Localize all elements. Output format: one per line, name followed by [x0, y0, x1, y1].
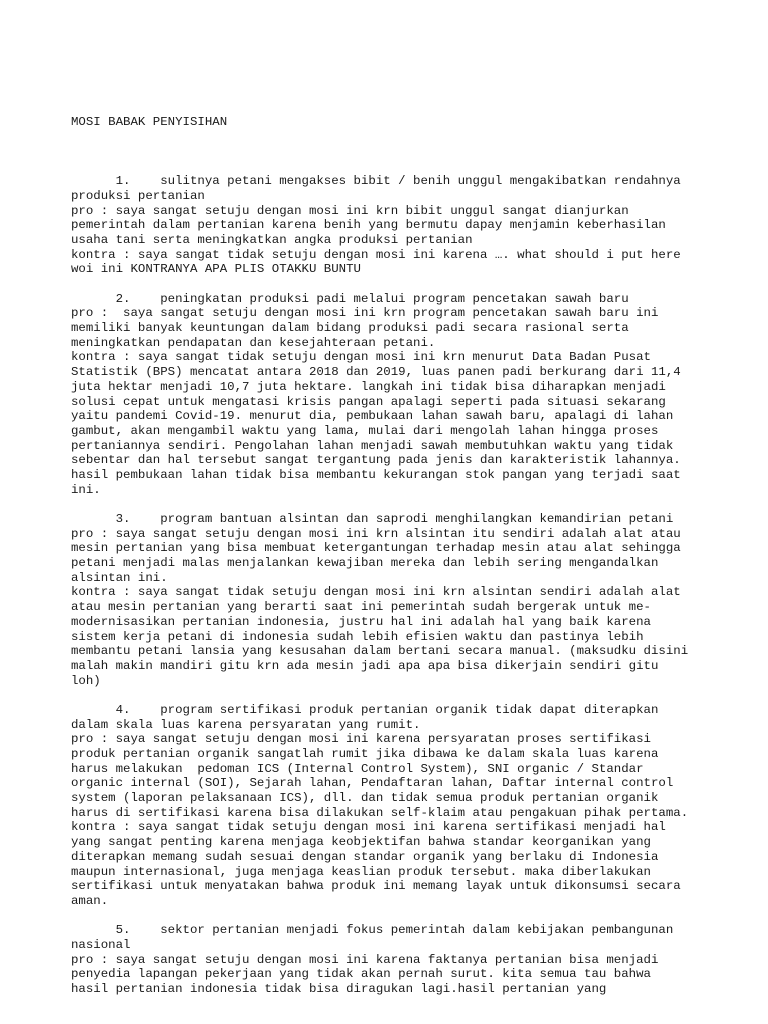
- text-line: 4. program sertifikasi produk pertanian organik tidak dapat diterapkan: [71, 702, 659, 717]
- text-line: membantu petani lansia yang kesusahan dalam bertani secara manual. (maksudku disini: [71, 644, 689, 659]
- text-line: solusi cepat untuk mengatasi krisis pangan apalagi seperti pada situasi sekarang: [71, 394, 666, 409]
- motion-item: [71, 703, 711, 909]
- text-line: produk pertanian organik sangatlah rumit jika dibawa ke dalam skala luas karena: [71, 747, 659, 761]
- text-line: juta hektar menjadi 10,7 juta hektare. langkah ini tidak bisa diharapkan menjadi: [71, 379, 666, 394]
- text-line: 2. peningkatan produksi padi melalui program pencetakan sawah baru: [71, 291, 629, 306]
- text-line: pro : saya sangat setuju dengan mosi ini karena persyaratan proses sertifikasi: [71, 732, 651, 747]
- document-title: MOSI BABAK PENYISIHAN: [71, 115, 228, 130]
- document-body: [71, 86, 711, 1011]
- text-line: pemerintah dalam pertanian karena benih yang bermutu dapay menjamin keberhasilan: [71, 218, 666, 233]
- text-line: gambut, akan mengambil waktu yang lama, mulai dari mengolah lahan hingga proses: [71, 423, 659, 438]
- motion-list: [71, 174, 711, 997]
- section-spacer: [71, 497, 711, 512]
- text-line: atau mesin pertanian yang berarti saat ini pemerintah sudah bergerak untuk me-: [71, 600, 651, 615]
- text-line: petani menjadi malas menjalankan kewajiban mereka dan lebih sering mengandalkan: [71, 556, 659, 571]
- text-line: 1. sulitnya petani mengakses bibit / benih unggul mengakibatkan rendahnya: [71, 174, 681, 189]
- text-line: yang sangat penting karena menjaga keobjektifan bahwa standar keorganikan yang: [71, 835, 651, 850]
- text-line: usaha tani serta meningkatkan angka produksi pertanian: [71, 232, 473, 247]
- text-line: pro : saya sangat setuju dengan mosi ini krn program pencetakan sawah baru ini: [71, 306, 659, 321]
- text-line: nasional: [71, 937, 131, 952]
- text-line: modernisasikan pertanian indonesia, justru hal ini adalah hal yang baik karena: [71, 614, 651, 629]
- text-line: malah makin mandiri gitu krn ada mesin jadi apa apa bisa dikerjain sendiri gitu: [71, 658, 659, 673]
- text-line: ini.: [71, 482, 101, 497]
- text-line: maupun internasional, juga menjaga keaslian produk tersebut. maka diberlakukan: [71, 864, 651, 879]
- text-line: dalam skala luas karena persyaratan yang rumit.: [71, 717, 421, 732]
- motion-item: [71, 174, 711, 277]
- text-line: 3. program bantuan alsintan dan saprodi menghilangkan kemandirian petani: [71, 512, 674, 526]
- text-line: diterapkan memang sudah sesuai dengan standar organik yang berlaku di Indonesia: [71, 849, 659, 864]
- text-line: kontra : saya sangat tidak setuju dengan mosi ini krn menurut Data Badan Pusat: [71, 350, 651, 365]
- text-line: harus di sertifikasi karena bisa dilakukan self-klaim atau pengakuan pihak pertama.: [71, 805, 689, 820]
- text-line: pro : saya sangat setuju dengan mosi ini krn bibit unggul sangat dianjurkan: [71, 203, 629, 218]
- text-line: hasil pertanian indonesia tidak bisa diragukan lagi.hasil pertanian yang: [71, 982, 607, 996]
- section-spacer: [71, 688, 711, 703]
- text-line: pro : saya sangat setuju dengan mosi ini karena faktanya pertanian bisa menjadi: [71, 952, 659, 967]
- text-line: kontra : saya sangat tidak setuju dengan mosi ini karena sertifikasi menjadi hal: [71, 820, 666, 835]
- text-line: harus melakukan pedoman ICS (Internal Control System), SNI organic / Standar: [71, 761, 644, 776]
- motion-item: [71, 512, 711, 688]
- text-line: hasil pembukaan lahan tidak bisa membantu kekurangan stok pangan yang terjadi saat: [71, 467, 681, 482]
- text-line: sertifikasi untuk menyatakan bahwa produk ini memang layak untuk dikonsumsi secara: [71, 879, 681, 894]
- text-line: mesin pertanian yang bisa membuat ketergantungan terhadap mesin atau alat sehingga: [71, 541, 681, 556]
- section-spacer: [71, 277, 711, 292]
- section-spacer: [71, 909, 711, 924]
- text-line: produksi pertanian: [71, 188, 205, 203]
- text-line: woi ini KONTRANYA APA PLIS OTAKKU BUNTU: [71, 262, 361, 277]
- text-line: meningkatkan pendapatan dan kesejahteraan petani.: [71, 335, 436, 350]
- motion-item: [71, 923, 711, 996]
- text-line: sebentar dan hal tersebut sangat tergantung pada jenis dan karakteristik lahannya.: [71, 453, 681, 468]
- text-line: organic internal (SOI), Sejarah lahan, Pendaftaran lahan, Daftar internal control: [71, 776, 674, 791]
- text-line: kontra : saya sangat tidak setuju dengan mosi ini krn alsintan sendiri adalah alat: [71, 585, 681, 600]
- text-line: loh): [71, 673, 101, 688]
- text-line: pertaniannya sendiri. Pengolahan lahan menjadi sawah membutuhkan waktu yang tidak: [71, 438, 674, 453]
- text-line: system (laporan pelaksanaan ICS), dll. dan tidak semua produk pertanian organik: [71, 791, 659, 806]
- text-line: aman.: [71, 893, 109, 908]
- text-line: yaitu pandemi Covid-19. menurut dia, pembukaan lahan sawah baru, apalagi di lahan: [71, 409, 674, 424]
- text-line: 5. sektor pertanian menjadi fokus pemerintah dalam kebijakan pembangunan: [71, 923, 674, 938]
- motion-item: [71, 292, 711, 498]
- text-line: memiliki banyak keuntungan dalam bidang produksi padi secara rasional serta: [71, 321, 629, 336]
- text-line: alsintan ini.: [71, 570, 168, 585]
- text-line: kontra : saya sangat tidak setuju dengan mosi ini karena …. what should i put here: [71, 247, 681, 262]
- text-line: Statistik (BPS) mencatat antara 2018 dan 2019, luas panen padi berkurang dari 11,4: [71, 365, 681, 380]
- text-line: pro : saya sangat setuju dengan mosi ini krn alsintan itu sendiri adalah alat atau: [71, 526, 681, 541]
- text-line: penyedia lapangan pekerjaan yang tidak akan pernah surut. kita semua tau bahwa: [71, 967, 651, 982]
- text-line: sistem kerja petani di indonesia sudah lebih efisien waktu dan pastinya lebih: [71, 629, 644, 644]
